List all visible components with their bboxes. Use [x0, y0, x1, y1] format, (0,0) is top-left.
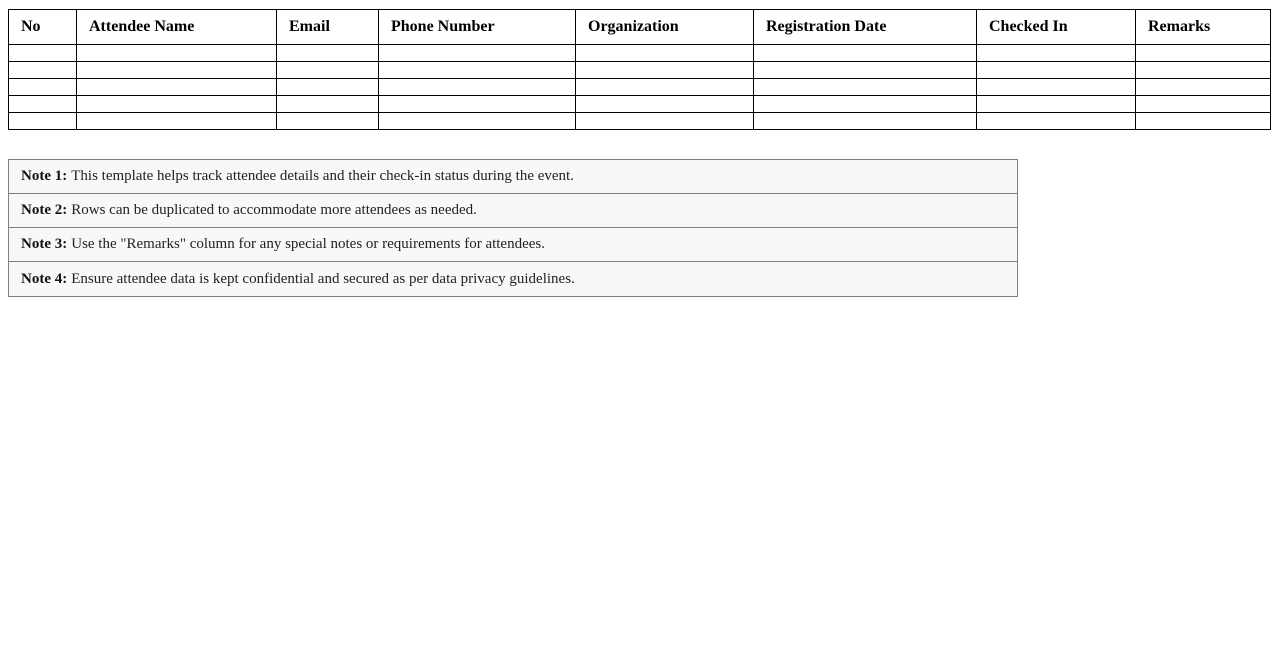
table-cell[interactable]	[9, 113, 77, 130]
column-header-registration-date: Registration Date	[754, 10, 977, 45]
note-text: Use the "Remarks" column for any special notes or requirements for attendees.	[71, 236, 545, 252]
table-cell[interactable]	[1136, 96, 1271, 113]
table-cell[interactable]	[1136, 79, 1271, 96]
table-cell[interactable]	[277, 96, 379, 113]
table-cell[interactable]	[1136, 62, 1271, 79]
table-row	[9, 113, 1271, 130]
table-cell[interactable]	[754, 45, 977, 62]
note-3	[9, 228, 1017, 262]
table-row	[9, 79, 1271, 96]
table-cell[interactable]	[379, 96, 576, 113]
column-header-phone-number: Phone Number	[379, 10, 576, 45]
table-cell[interactable]	[277, 113, 379, 130]
column-header-checked-in: Checked In	[977, 10, 1136, 45]
attendee-table	[8, 9, 1271, 130]
table-cell[interactable]	[576, 96, 754, 113]
column-header-attendee-name: Attendee Name	[77, 10, 277, 45]
notes-box	[8, 159, 1018, 297]
table-cell[interactable]	[576, 79, 754, 96]
table-cell[interactable]	[277, 62, 379, 79]
note-label: Note 2:	[21, 202, 68, 218]
column-header-remarks: Remarks	[1136, 10, 1271, 45]
table-cell[interactable]	[77, 113, 277, 130]
note-4	[9, 262, 1017, 296]
note-1	[9, 160, 1017, 194]
table-cell[interactable]	[977, 113, 1136, 130]
table-cell[interactable]	[576, 113, 754, 130]
table-cell[interactable]	[576, 45, 754, 62]
table-cell[interactable]	[977, 96, 1136, 113]
table-row	[9, 62, 1271, 79]
table-cell[interactable]	[754, 96, 977, 113]
column-header-email: Email	[277, 10, 379, 45]
table-cell[interactable]	[379, 79, 576, 96]
note-label: Note 4:	[21, 270, 68, 287]
column-header-no: No	[9, 10, 77, 45]
table-cell[interactable]	[277, 79, 379, 96]
table-cell[interactable]	[754, 79, 977, 96]
table-cell[interactable]	[9, 45, 77, 62]
table-cell[interactable]	[9, 62, 77, 79]
note-label: Note 1:	[21, 168, 68, 184]
note-text: This template helps track attendee details and their check-in status during the event.	[71, 168, 574, 184]
table-cell[interactable]	[379, 62, 576, 79]
table-cell[interactable]	[77, 45, 277, 62]
note-2	[9, 194, 1017, 228]
note-text: Ensure attendee data is kept confidential and secured as per data privacy guidelines.	[71, 270, 575, 287]
table-cell[interactable]	[77, 62, 277, 79]
table-cell[interactable]	[754, 62, 977, 79]
table-cell[interactable]	[77, 96, 277, 113]
note-label: Note 3:	[21, 236, 68, 252]
note-text: Rows can be duplicated to accommodate more attendees as needed.	[71, 202, 477, 218]
table-cell[interactable]	[576, 62, 754, 79]
table-cell[interactable]	[977, 45, 1136, 62]
table-row	[9, 96, 1271, 113]
table-cell[interactable]	[977, 79, 1136, 96]
table-cell[interactable]	[277, 45, 379, 62]
table-header-row	[9, 10, 1271, 45]
table-cell[interactable]	[9, 96, 77, 113]
column-header-organization: Organization	[576, 10, 754, 45]
table-cell[interactable]	[1136, 45, 1271, 62]
table-cell[interactable]	[9, 79, 77, 96]
table-cell[interactable]	[754, 113, 977, 130]
table-cell[interactable]	[977, 62, 1136, 79]
table-cell[interactable]	[77, 79, 277, 96]
table-cell[interactable]	[379, 113, 576, 130]
table-cell[interactable]	[379, 45, 576, 62]
table-cell[interactable]	[1136, 113, 1271, 130]
table-row	[9, 45, 1271, 62]
